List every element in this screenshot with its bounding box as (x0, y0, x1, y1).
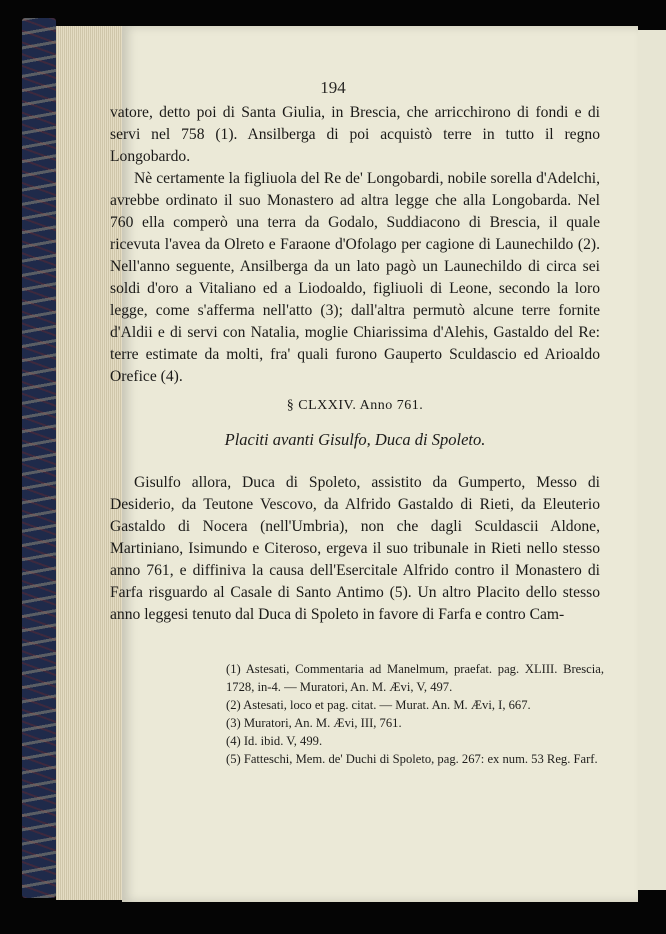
footnote-3: (3) Muratori, An. M. Ævi, III, 761. (226, 716, 402, 730)
footnote-5: (5) Fatteschi, Mem. de' Duchi di Spoleto, pag. 267: ex num. 53 Reg. Farf. (226, 752, 598, 766)
footnote-1: (1) Astesati, Commentaria ad Manelmum, praefat. pag. XLIII. Brescia, 1728, in-4. — Muratori, An. M. Ævi, V, 497. (226, 662, 604, 694)
footnote-2: (2) Astesati, loco et pag. citat. — Murat. An. M. Ævi, I, 667. (226, 698, 531, 712)
book-spine (22, 18, 56, 898)
footnotes (226, 660, 604, 768)
paragraph-3: Gisulfo allora, Duca di Spoleto, assistito da Gumperto, Messo di Desiderio, da Teutone Vescovo, da Alfrido Gastaldo di Rieti, da Eleuterio Gastaldo di Nocera (nell'Umbria), non che dagli Sculdascii Aldone, Martiniano, Isimundo e Citeroso, ergeva il suo tribunale in Rieti nello stesso anno 761, e diffiniva la causa dell'Esercitale Alfrido contro il Monastero di Farfa risguardo al Casale di Santo Antimo (5). Un altro Placito dello stesso anno leggesi tenuto dal Duca di Spoleto in favore di Farfa e contro Cam- (110, 474, 600, 623)
body-text-top (110, 102, 600, 388)
paragraph-1: vatore, detto poi di Santa Giulia, in Brescia, che arricchirono di fondi e di servi nel 758 (1). Ansilberga di poi acquistò terre in tutto il regno Longobardo. (110, 104, 600, 165)
paragraph-2: Nè certamente la figliuola del Re de' Longobardi, nobile sorella d'Adelchi, avrebbe ordinato il suo Monastero ad altra legge che alla Longobarda. Nel 760 ella comperò una terra da Godalo, Suddiacono di Brescia, il quale ricevuta l'avea da Olreto e Faraone d'Ofolago per cagione di Launechildo (2). Nell'anno seguente, Ansilberga da un lato pagò un Launechildo di circa sei soldi d'oro a Vitaliano ed a Liodoaldo, figliuoli di Leone, secondo la loro legge, come s'afferma nell'atto (3); dall'altra permutò alcune terre fornite d'Aldii e di servi con Natalia, moglie Chiarissima d'Alehis, Gastaldo del Re: terre estimate da molti, fra' quali furono Gauperto Sculdascio ed Arioaldo Orefice (4). (110, 170, 600, 385)
body-text-bottom (110, 472, 600, 626)
facing-page-edge (636, 30, 666, 890)
page-number: 194 (320, 78, 346, 97)
section-title: Placiti avanti Gisulfo, Duca di Spoleto. (224, 430, 486, 449)
footnote-4: (4) Id. ibid. V, 499. (226, 734, 323, 748)
section-heading: § CLXXIV. Anno 761. (286, 398, 424, 413)
